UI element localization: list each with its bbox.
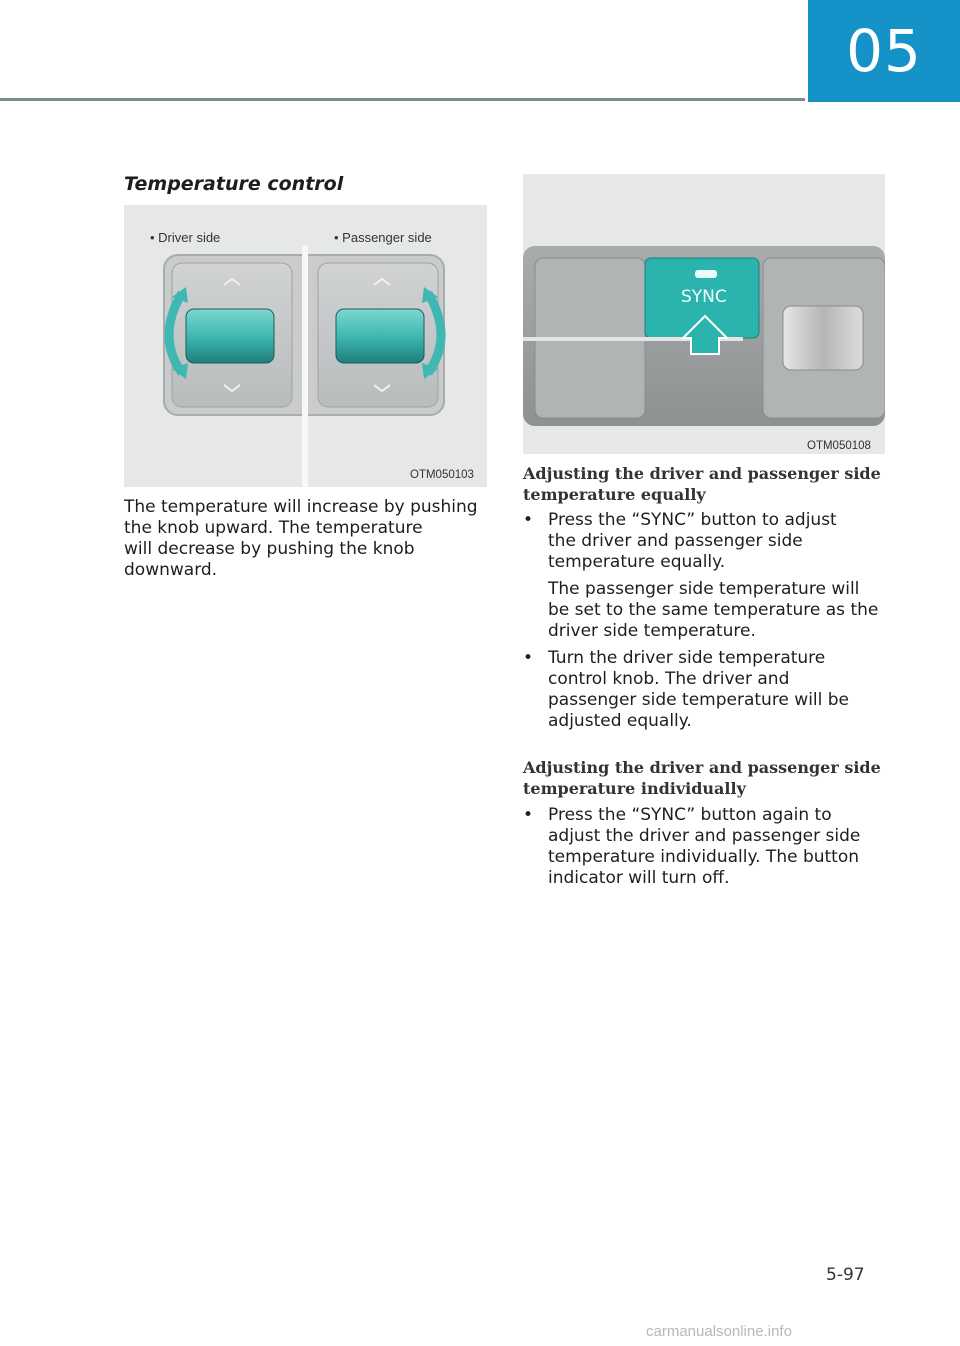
note-line: The passenger side temperature will <box>548 579 860 599</box>
section-title: Temperature control <box>124 173 344 195</box>
list-item <box>523 805 893 891</box>
note-line: driver side temperature. <box>548 621 756 641</box>
heading-line: temperature individually <box>523 779 746 798</box>
temperature-paragraph <box>124 497 478 581</box>
paragraph-line: the knob upward. The temperature <box>124 518 423 538</box>
paragraph-line: will decrease by pushing the knob <box>124 539 415 559</box>
driver-side-label: • Driver side <box>150 230 221 245</box>
heading-line: Adjusting the driver and passenger side <box>523 758 881 777</box>
bullet-icon: • <box>523 510 534 530</box>
watermark: carmanualsonline.info <box>646 1323 792 1340</box>
page-number: 5-97 <box>826 1265 865 1285</box>
heading-line: temperature equally <box>523 485 706 504</box>
bullet-line: Turn the driver side temperature <box>548 648 826 668</box>
passenger-side-label: • Passenger side <box>334 230 432 245</box>
header-rule <box>0 98 805 101</box>
bullet-line: adjusted equally. <box>548 711 692 731</box>
temperature-knobs-illustration <box>124 205 487 487</box>
list-item <box>523 648 893 734</box>
bullet-line: Press the “SYNC” button again to <box>548 805 832 825</box>
bullet-icon: • <box>523 648 534 668</box>
equal-note <box>548 579 878 642</box>
equal-heading <box>523 463 881 505</box>
sync-drawing <box>523 174 885 454</box>
note-line: be set to the same temperature as the <box>548 600 879 620</box>
bullet-line: temperature individually. The button <box>548 847 860 867</box>
bullet-line: passenger side temperature will be <box>548 690 850 710</box>
bullet-line: the driver and passenger side <box>548 531 803 551</box>
bullet-line: indicator will turn off. <box>548 868 730 888</box>
figure-code: OTM050103 <box>410 469 474 481</box>
sync-button-label: SYNC <box>681 287 727 307</box>
sync-button-illustration <box>523 174 885 454</box>
bullet-line: adjust the driver and passenger side <box>548 826 861 846</box>
knobs-drawing <box>124 205 487 487</box>
figure-code: OTM050108 <box>807 440 871 452</box>
paragraph-line: The temperature will increase by pushing <box>124 497 478 517</box>
paragraph-line: downward. <box>124 560 218 580</box>
heading-line: Adjusting the driver and passenger side <box>523 464 881 483</box>
bullet-icon: • <box>523 805 534 825</box>
bullet-line: Press the “SYNC” button to adjust <box>548 510 837 530</box>
list-item <box>523 510 893 574</box>
bullet-line: control knob. The driver and <box>548 669 790 689</box>
individual-heading <box>523 757 881 799</box>
chapter-tab: 05 <box>808 0 960 102</box>
bullet-line: temperature equally. <box>548 552 726 572</box>
